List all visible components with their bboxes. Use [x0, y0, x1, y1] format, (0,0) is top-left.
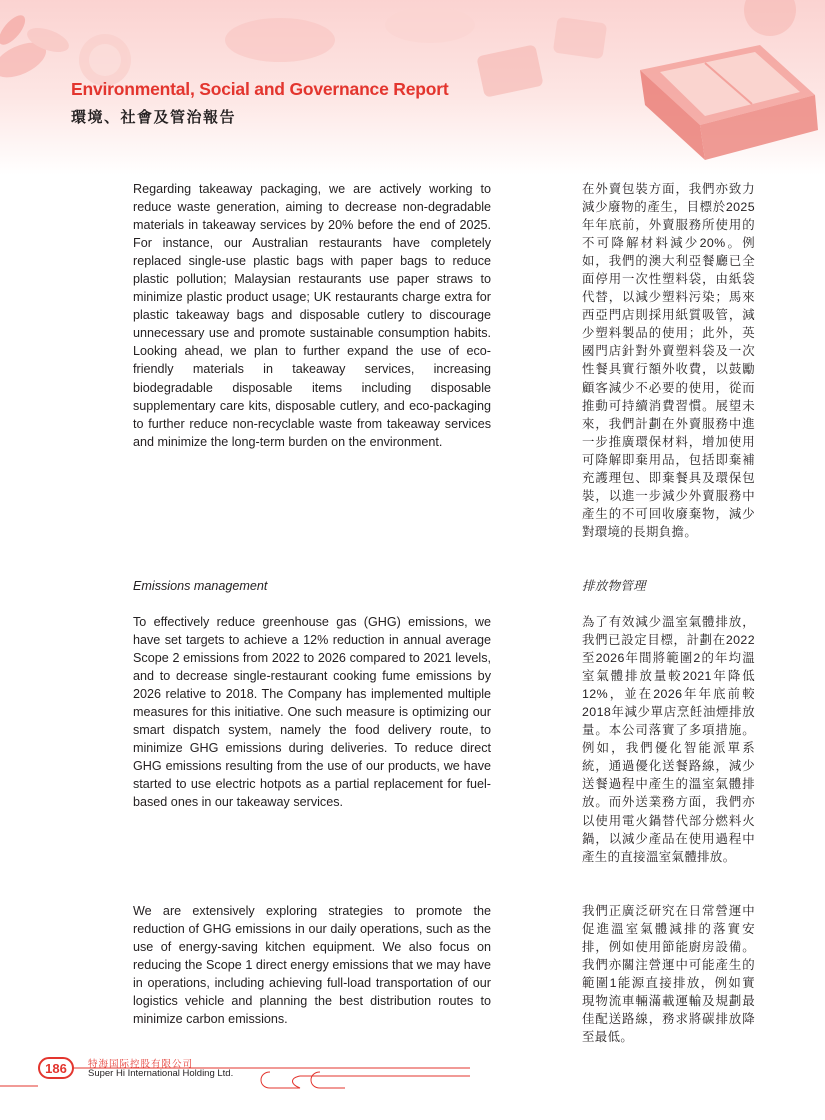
emissions-paragraph-zh: 為了有效減少溫室氣體排放，我們已設定目標，計劃在2022至2026年間將範圍2的年均溫室氣體排放量較2021年降低12%，並在2026年年底前較2018年減少單店烹飪油煙排放量。本公司落實了多項措施。例如，我們優化智能派單系統，通過優化送餐路線，減少送餐過程中產生的溫室氣體排放。而外送業務方面，我們亦以使用電火鍋替代部分燃料火鍋，以減少產品在使用過程中產生的直接溫室氣體排放。 [582, 615, 755, 864]
takeaway-paragraph-en: Regarding takeaway packaging, we are actively working to reduce waste generation, aiming to decrease non-degradable materials in takeaway services by 20% before the end of 2025. For instance, our Australian restaurants have completely replaced single-use plastic bags with paper bags to reduce plastic pollution; Malaysian restaurants use paper straws to minimize plastic product usage; UK restaurants charge extra for plastic takeaway bags and disposable cutlery to discourage unnecessary use and promote sustainable consumption habits. Looking ahead, we plan to further expand the use of eco-friendly materials in takeaway services, increasing biodegradable disposable items including disposable supplementary care kits, disposable cutlery, and eco-packaging to further reduce non-recyclable waste from takeaway services and minimize the long-term burden on the environment. [133, 182, 491, 449]
emissions-heading-en: Emissions management [133, 579, 268, 593]
emissions-heading-zh: 排放物管理 [582, 579, 646, 593]
operations-paragraph-en: We are extensively exploring strategies to promote the reduction of GHG emissions in our daily operations, such as the use of energy-saving kitchen equipment. We also focus on reducing the Scope 1 direct energy emissions that we may have in operations, including achieving full-load transportation of our logistics vehicle and planning the best distribution routes to minimize carbon emissions. [133, 904, 491, 1027]
emissions-paragraph-en: To effectively reduce greenhouse gas (GHG) emissions, we have set targets to achieve a 12% reduction in annual average Scope 2 emissions from 2022 to 2026 compared to 2021 levels, and to decrease single-restaurant cooking fume emissions by 2026 relative to 2018. The Company has implemented multiple measures for this initiative. One such measure is optimizing our smart dispatch system, namely the food delivery route, to minimize GHG emissions during deliveries. To reduce direct GHG emissions resulting from the use of our products, we have started to use electric hotpots as a partial replacement for fuel-based ones in our takeaway services. [133, 615, 491, 810]
header-banner [0, 0, 825, 175]
report-title-en: Environmental, Social and Governance Report [71, 79, 449, 99]
company-name-zh: 特海国际控股有限公司 [88, 1059, 194, 1070]
operations-paragraph-zh: 我們正廣泛研究在日常營運中促進溫室氣體減排的落實安排，例如使用節能廚房設備。我們亦關注營運中可能產生的範圍1能源直接排放，例如實現物流車輛滿載運輸及規劃最佳配送路線，務求將碳排放降至最低。 [582, 904, 755, 1045]
company-name-en: Super Hi International Holding Ltd. [88, 1068, 234, 1079]
report-title-zh: 環境、社會及管治報告 [71, 109, 237, 126]
page-number: 186 [38, 1057, 74, 1079]
takeaway-paragraph-zh: 在外賣包裝方面，我們亦致力減少廢物的產生，目標於2025年年底前，外賣服務所使用的不可降解材料減少20%。例如，我們的澳大利亞餐廳已全面停用一次性塑料袋，由紙袋代替，以減少塑料污染；馬來西亞門店則採用紙質吸管，減少塑料製品的使用；此外，英國門店針對外賣塑料袋及一次性餐具實行額外收費，以鼓勵顧客減少不必要的使用，從而推動可持續消費習慣。展望未來，我們計劃在外賣服務中進一步推廣環保材料，增加使用可降解即棄用品，包括即棄補充護理包、即棄餐具及環保包裝，以進一步減少外賣服務中產生的不可回收廢棄物，減少對環境的長期負擔。 [582, 182, 755, 539]
page-footer [0, 1050, 825, 1120]
